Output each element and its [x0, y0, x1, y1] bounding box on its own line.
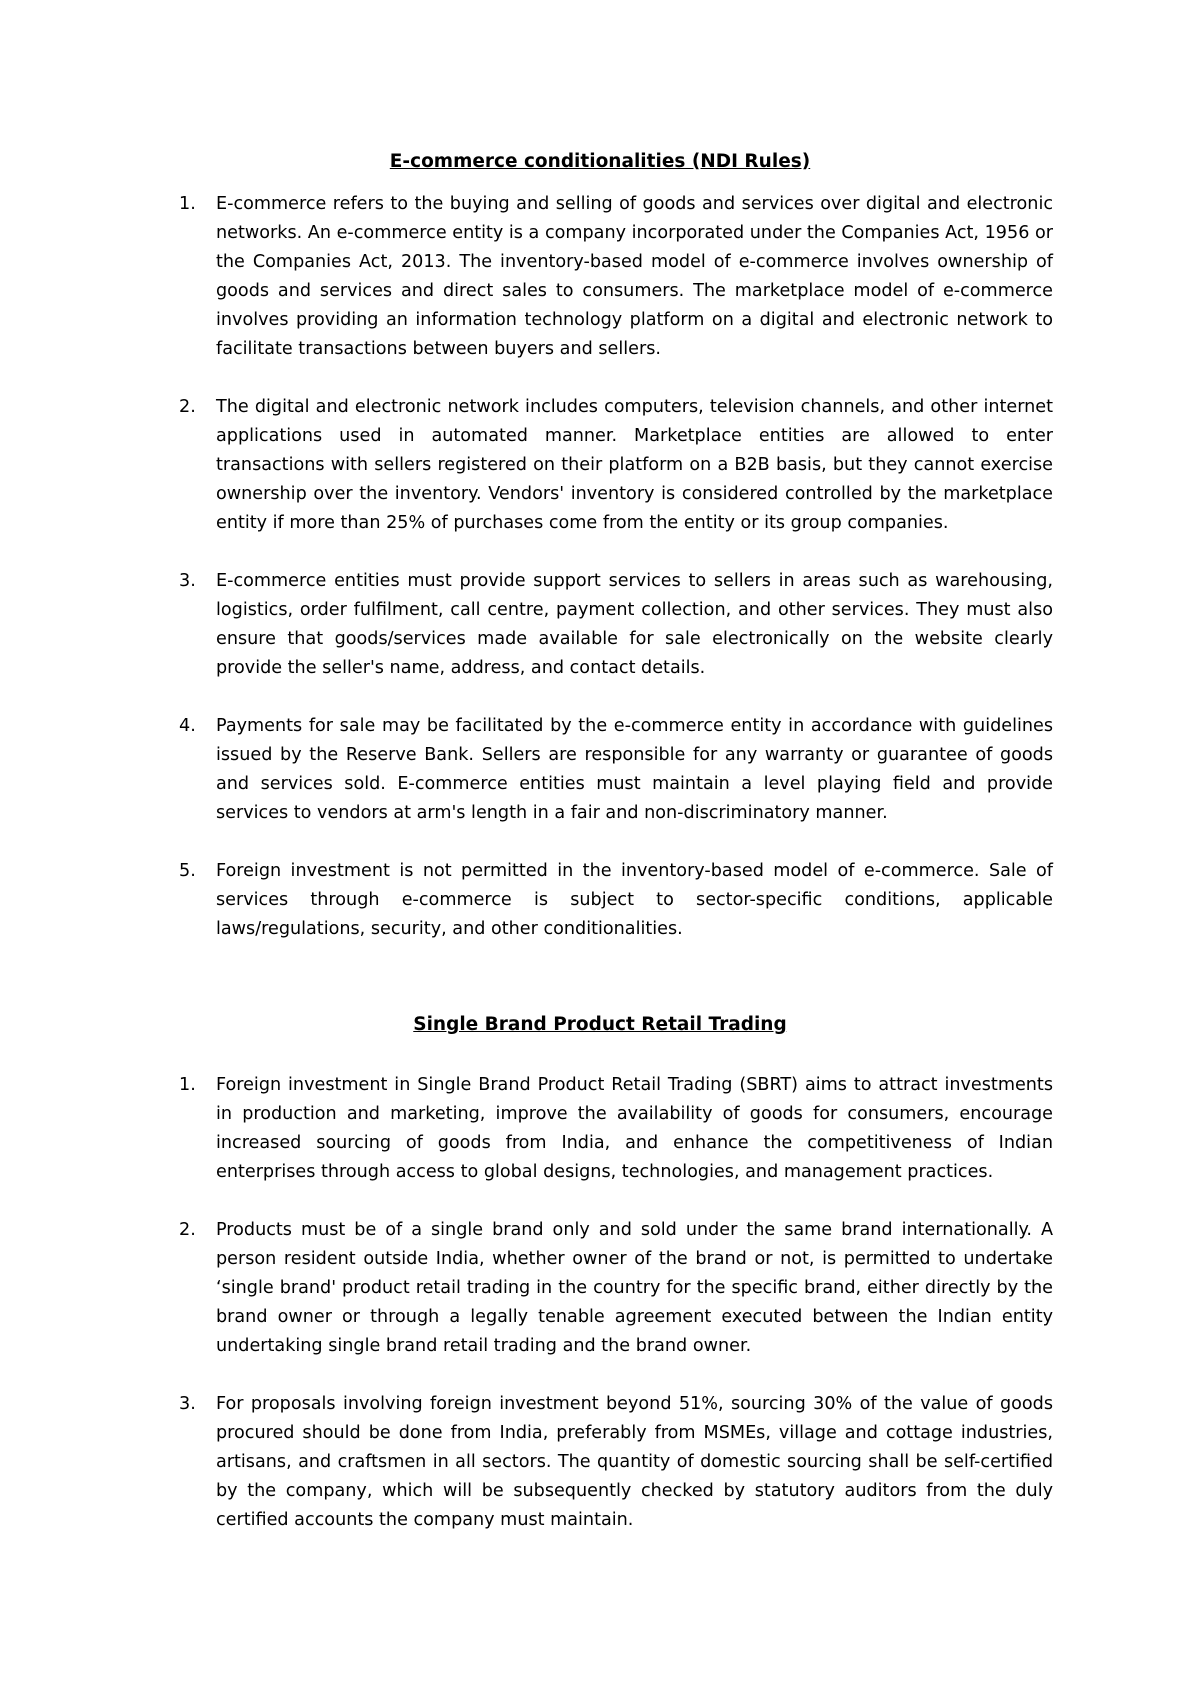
list-item-text: E-commerce entities must provide support services to sellers in areas such as warehousing, logistics, order fulfilment, call centre, payment collection, and other services. They must also ensure that goods/services made available for sale electronically on the website clearly provide the seller's name, address, and contact details. — [216, 571, 1053, 678]
list-item-text: Foreign investment is not permitted in the inventory-based model of e-commerce. Sale of services through e-commerce is subject to sector-specific conditions, applicable laws/regulations, security, and other conditionalities. — [216, 861, 1053, 939]
section-title-single-brand: Single Brand Product Retail Trading — [413, 1014, 787, 1035]
list-item-number: 5. — [179, 861, 196, 881]
list-item — [0, 567, 1200, 683]
list-item-number: 3. — [179, 1394, 196, 1414]
list-item-number: 1. — [179, 194, 196, 214]
list-item — [0, 1216, 1200, 1361]
list-item — [0, 190, 1200, 364]
list-item-text: The digital and electronic network includes computers, television channels, and other internet applications used in automated manner. Marketplace entities are allowed to enter transactions with sellers registered on their platform on a B2B basis, but they cannot exercise ownership over the inventory. Vendors' inventory is considered controlled by the marketplace entity if more than 25% of purchases come from the entity or its group companies. — [216, 397, 1053, 533]
list-item-number: 2. — [179, 397, 196, 417]
section-title-ecommerce: E-commerce conditionalities (NDI Rules) — [389, 151, 811, 172]
list-item-number: 1. — [179, 1075, 196, 1095]
list-item — [0, 712, 1200, 828]
list-item-number: 2. — [179, 1220, 196, 1240]
list-item — [0, 393, 1200, 538]
list-item-text: E-commerce refers to the buying and selling of goods and services over digital and electronic networks. An e-commerce entity is a company incorporated under the Companies Act, 1956 or the Companies Act, 2013. The inventory-based model of e-commerce involves ownership of goods and services and direct sales to consumers. The marketplace model of e-commerce involves providing an information technology platform on a digital and electronic network to facilitate transactions between buyers and sellers. — [216, 194, 1053, 359]
list-item-text: Payments for sale may be facilitated by the e-commerce entity in accordance with guidelines issued by the Reserve Bank. Sellers are responsible for any warranty or guarantee of goods and services sold. E-commerce entities must maintain a level playing field and provide services to vendors at arm's length in a fair and non-discriminatory manner. — [216, 716, 1053, 823]
ecommerce-list — [0, 190, 1200, 973]
list-item-text: For proposals involving foreign investment beyond 51%, sourcing 30% of the value of goods procured should be done from India, preferably from MSMEs, village and cottage industries, artisans, and craftsmen in all sectors. The quantity of domestic sourcing shall be self-certified by the company, which will be subsequently checked by statutory auditors from the duly certified accounts the company must maintain. — [216, 1394, 1053, 1530]
list-item — [0, 1390, 1200, 1535]
list-item — [0, 1071, 1200, 1187]
single-brand-list — [0, 1071, 1200, 1564]
list-item-number: 3. — [179, 571, 196, 591]
list-item-text: Foreign investment in Single Brand Product Retail Trading (SBRT) aims to attract investments in production and marketing, improve the availability of goods for consumers, encourage increased sourcing of goods from India, and enhance the competitiveness of Indian enterprises through access to global designs, technologies, and management practices. — [216, 1075, 1053, 1182]
list-item-number: 4. — [179, 716, 196, 736]
list-item-text: Products must be of a single brand only and sold under the same brand internationally. A person resident outside India, whether owner of the brand or not, is permitted to undertake ‘single brand' product retail trading in the country for the specific brand, either directly by the brand owner or through a legally tenable agreement executed between the Indian entity undertaking single brand retail trading and the brand owner. — [216, 1220, 1053, 1356]
list-item — [0, 857, 1200, 944]
